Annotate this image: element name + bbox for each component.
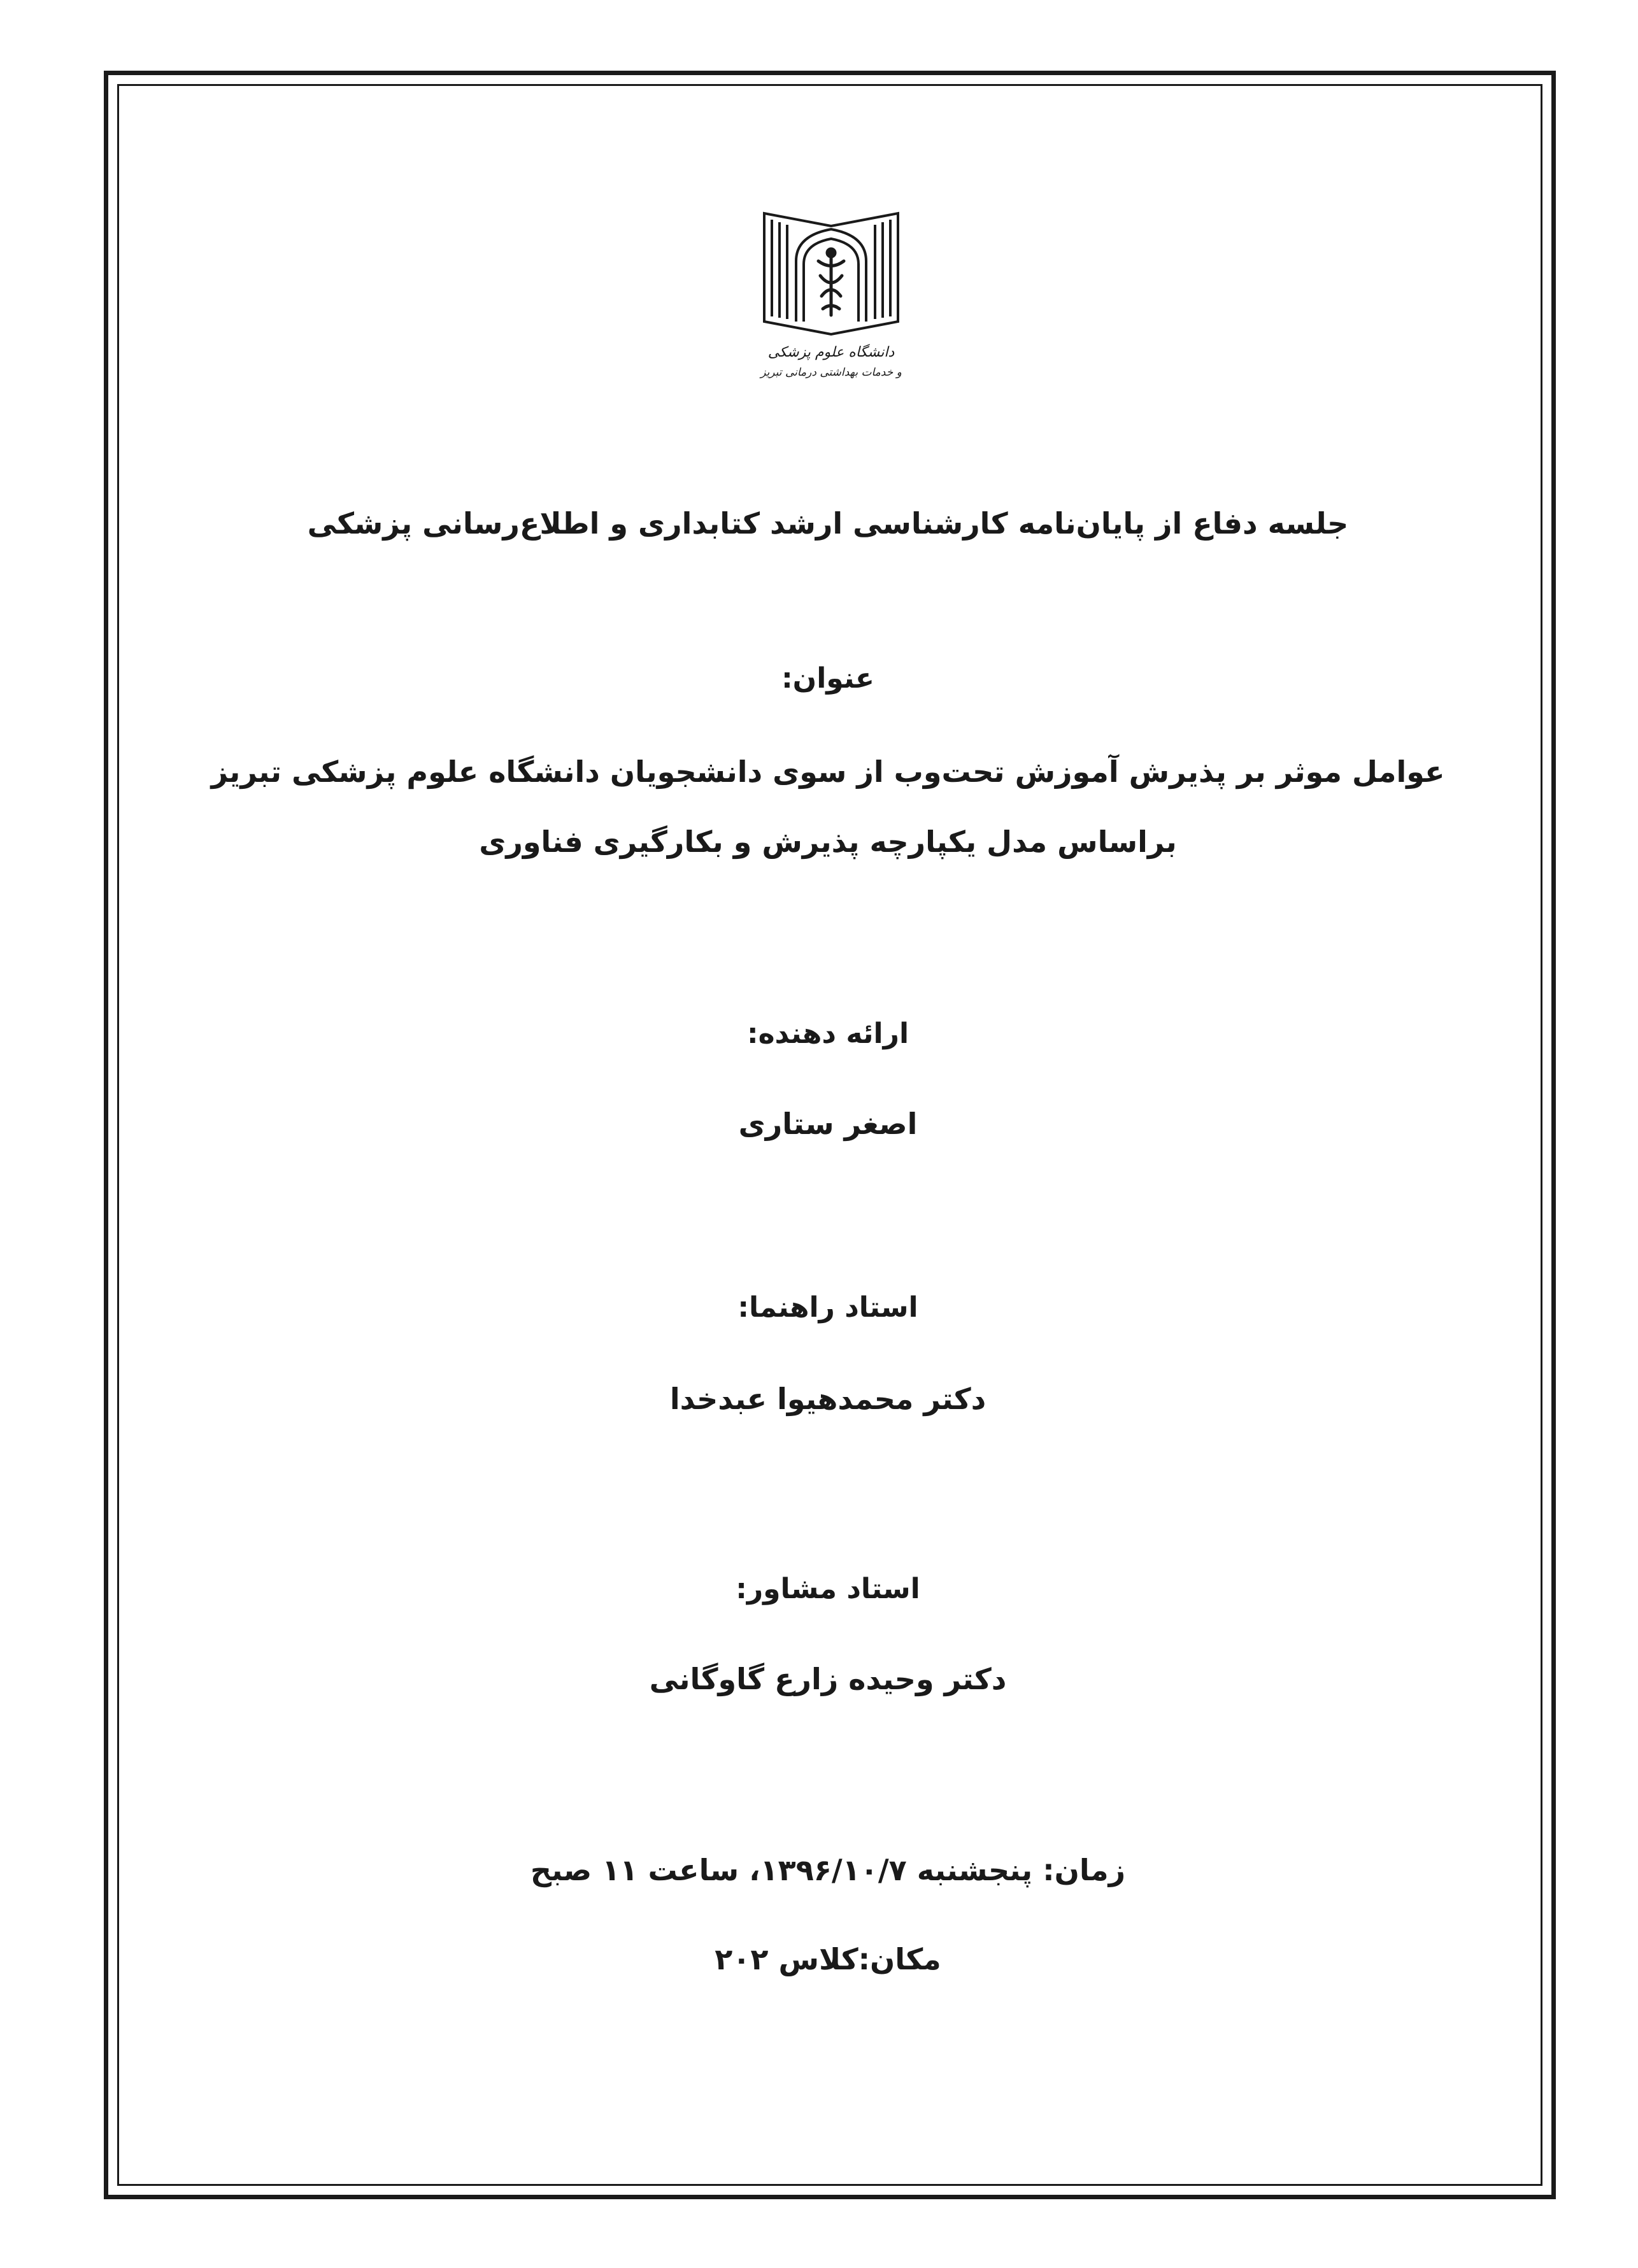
presenter-label: ارائه دهنده: <box>746 1017 909 1050</box>
presenter-name: اصغر ستاری <box>738 1107 918 1141</box>
thesis-title-label: عنوان: <box>781 662 874 695</box>
advisor-name: دکتر وحیده زارع گاوگانی <box>649 1662 1007 1696</box>
thesis-title-line-1: عوامل موثر بر پذیرش آموزش تحت‌وب از سوی دانشجویان دانشگاه علوم پزشکی تبریز <box>211 755 1445 789</box>
supervisor-label: استاد راهنما: <box>737 1291 918 1324</box>
thesis-title-line-2: براساس مدل یکپارچه پذیرش و بکارگیری فناوری <box>479 825 1177 859</box>
defense-place: مکان:کلاس ۲۰۲ <box>715 1942 941 1976</box>
advisor-label: استاد مشاور: <box>736 1573 920 1605</box>
defense-time: زمان: پنجشنبه ۱۳۹۶/۱۰/۷، ساعت ۱۱ صبح <box>530 1853 1126 1887</box>
university-emblem-icon <box>751 201 911 385</box>
page-title: جلسه دفاع از پایان‌نامه کارشناسی ارشد کتابداری و اطلاع‌رسانی پزشکی <box>307 506 1349 541</box>
emblem-caption-line1: دانشگاه علوم پزشکی <box>767 344 895 360</box>
emblem-caption-line2: و خدمات بهداشتی درمانی تبریز <box>760 366 902 379</box>
supervisor-name: دکتر محمدهیوا عبدخدا <box>669 1382 986 1416</box>
